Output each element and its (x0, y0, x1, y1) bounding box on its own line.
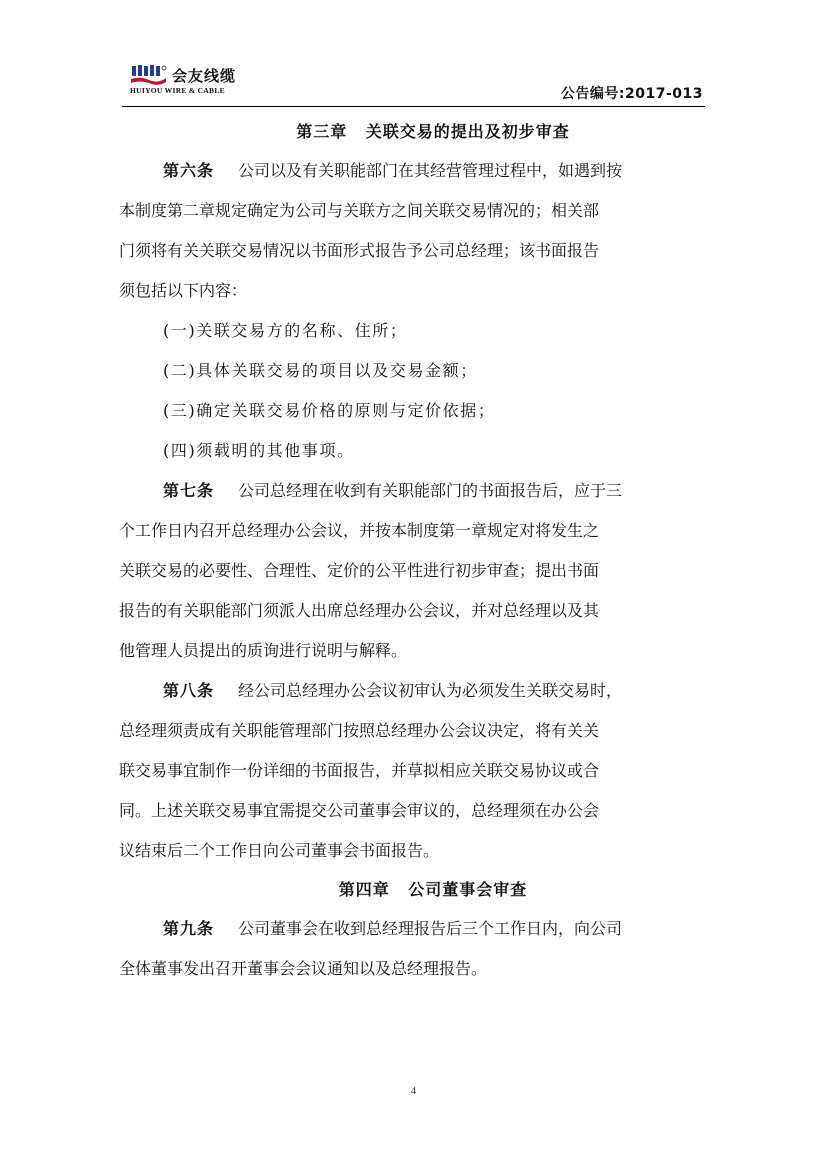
article-text: 公司董事会在收到总经理报告后三个工作日内，向公司 (238, 919, 623, 938)
list-item: (二)具体关联交易的项目以及交易金额； (163, 361, 478, 380)
article-six (119, 151, 703, 471)
article-nine (119, 909, 703, 989)
company-logo (130, 64, 290, 100)
text-line: 总经理须责成有关职能管理部门按照总经理办公会议决定，将有关关 (119, 721, 600, 740)
text-line: 本制度第二章规定确定为公司与关联方之间关联交易情况的；相关部 (119, 201, 600, 220)
logo-mark-icon (130, 64, 168, 86)
announcement-number: 公告编号:2017-013 (560, 86, 703, 102)
text-line: 同。上述关联交易事宜需提交公司董事会审议的，总经理须在办公会 (119, 801, 600, 820)
document-body (119, 113, 703, 989)
article-text: 公司以及有关职能部门在其经营管理过程中，如遇到按 (238, 161, 623, 180)
list-item: (一)关联交易方的名称、住所； (163, 321, 408, 340)
article-eight (119, 671, 703, 871)
article-seven (119, 471, 703, 671)
logo-chinese-name: 会友线缆 (172, 67, 237, 85)
text-line (163, 671, 703, 711)
text-line: 他管理人员提出的质询进行说明与解释。 (119, 641, 408, 660)
list-item: (四)须载明的其他事项。 (163, 441, 355, 460)
text-line (163, 909, 703, 949)
article-label: 第九条 (163, 919, 215, 938)
page-number: 4 (410, 1085, 417, 1097)
text-line (163, 471, 703, 511)
chapter-heading: 第四章 公司董事会审查 (338, 880, 528, 899)
article-text: 公司总经理在收到有关职能部门的书面报告后，应于三 (238, 481, 623, 500)
text-line: 议结束后二个工作日向公司董事会书面报告。 (119, 841, 440, 860)
text-line: 门须将有关关联交易情况以书面形式报告予公司总经理；该书面报告 (119, 241, 600, 260)
article-label: 第八条 (163, 681, 215, 700)
text-line: 报告的有关职能部门须派人出席总经理办公会议，并对总经理以及其 (119, 601, 600, 620)
article-label: 第七条 (163, 481, 215, 500)
text-line: 须包括以下内容： (119, 281, 248, 300)
text-line: 全体董事发出召开董事会会议通知以及总经理报告。 (119, 959, 488, 978)
chapter-heading: 第三章 关联交易的提出及初步审查 (296, 122, 570, 141)
page-header (122, 62, 705, 107)
article-label: 第六条 (163, 161, 215, 180)
logo-english-name: HUIYOU WIRE & CABLE (130, 86, 225, 95)
text-line: 个工作日内召开总经理办公会议，并按本制度第一章规定对将发生之 (119, 521, 600, 540)
article-text: 经公司总经理办公会议初审认为必须发生关联交易时， (238, 681, 623, 700)
text-line: 联交易事宜制作一份详细的书面报告，并草拟相应关联交易协议或合 (119, 761, 600, 780)
text-line (163, 151, 703, 191)
text-line: 关联交易的必要性、合理性、定价的公平性进行初步审查；提出书面 (119, 561, 600, 580)
list-item: (三)确定关联交易价格的原则与定价依据； (163, 401, 496, 420)
